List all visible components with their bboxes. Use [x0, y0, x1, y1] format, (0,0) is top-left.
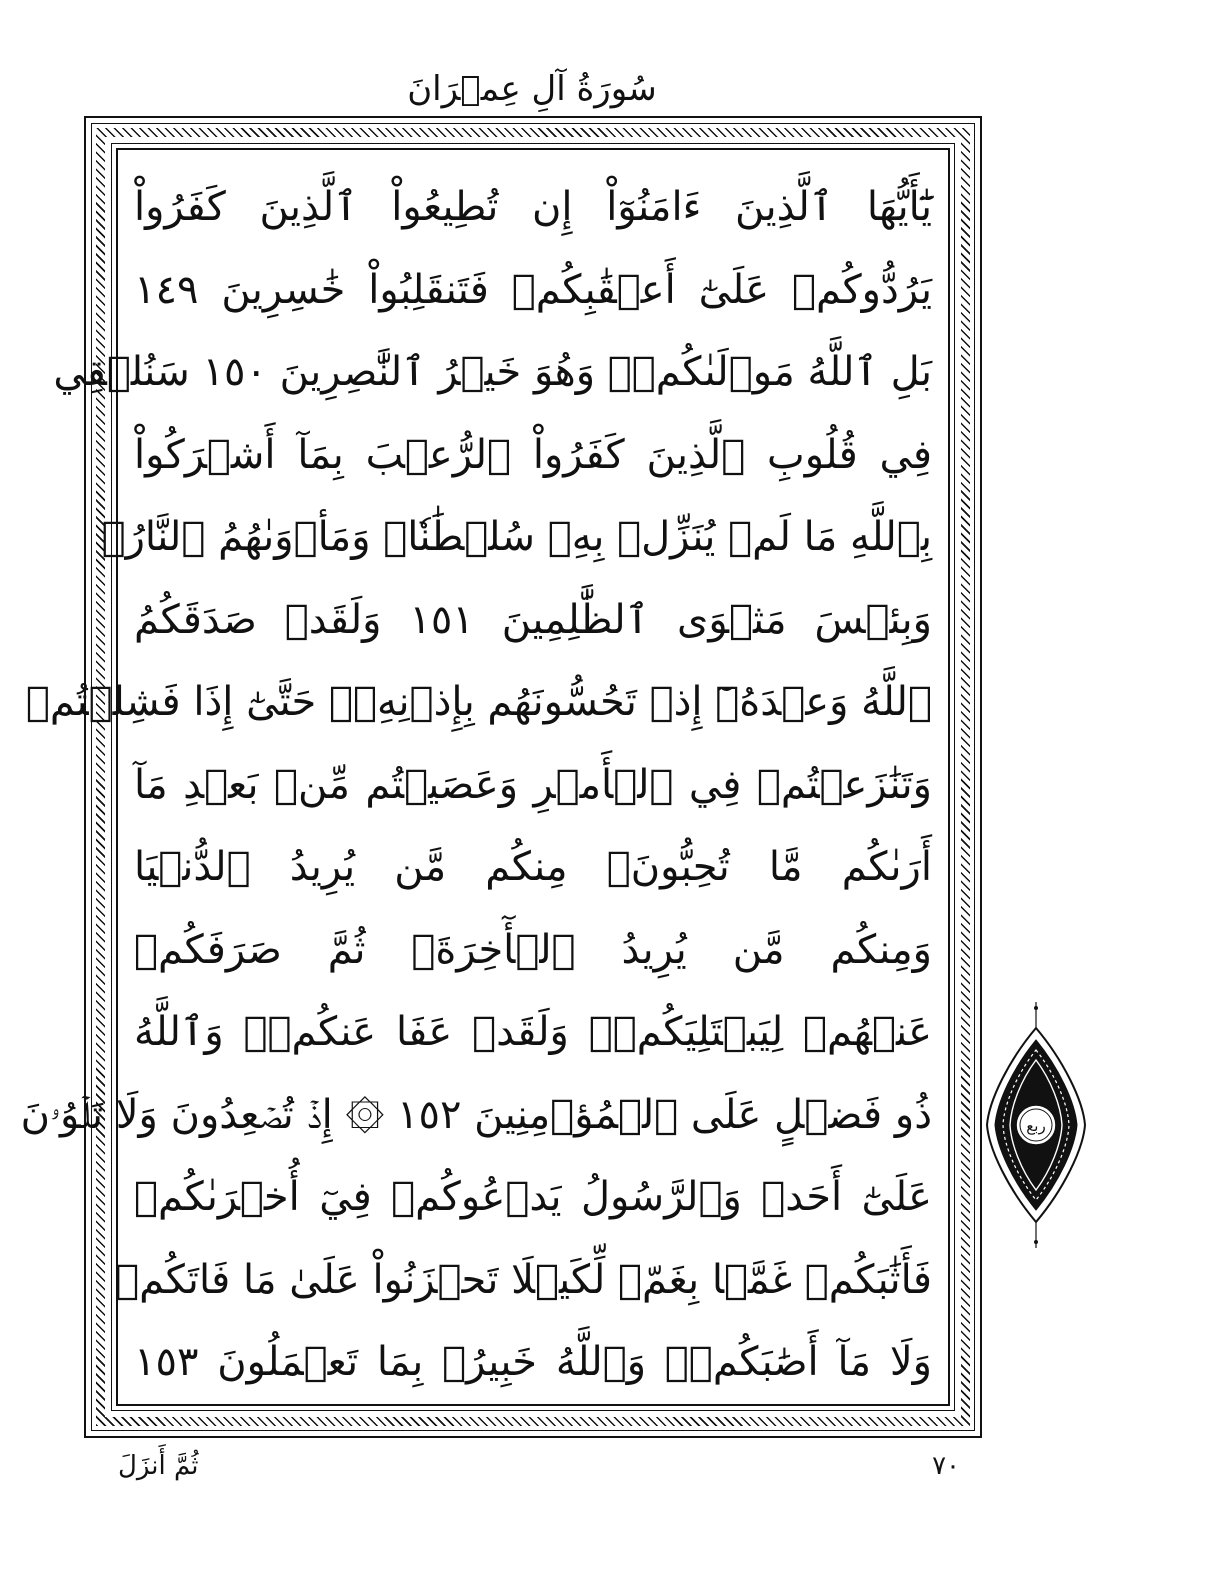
marker-label: ربع — [1026, 1117, 1046, 1135]
verses-text-block — [20, 158, 940, 1396]
verse-line: وَبِئۡسَ مَثۡوَى ٱلظَّٰلِمِينَ ١٥١ وَلَقَدۡ صَدَقَكُمُ — [134, 596, 932, 643]
verse-line: أَرَىٰكُم مَّا تُحِبُّونَۚ مِنكُم مَّن يُرِيدُ ٱلدُّنۡيَا — [134, 844, 932, 890]
page-number: ٧٠ — [932, 1451, 960, 1481]
surah-header: سُورَةُ آلِ عِمۡرَانَ — [407, 69, 657, 109]
verse-line: بَلِ ٱللَّهُ مَوۡلَىٰكُمۡۖ وَهُوَ خَيۡرُ ٱلنَّٰصِرِينَ ١٥٠ سَنُلۡقِي — [53, 349, 932, 395]
verse-line: ٱللَّهُ وَعۡدَهُۥٓ إِذۡ تَحُسُّونَهُم بِإِذۡنِهِۦۖ حَتَّىٰٓ إِذَا فَشِلۡتُمۡ — [25, 679, 932, 725]
catchword: ثُمَّ أَنزَلَ — [118, 1451, 199, 1481]
verse-line: فِي قُلُوبِ ٱلَّذِينَ كَفَرُواْ ٱلرُّعۡبَ بِمَآ أَشۡرَكُواْ — [134, 431, 932, 478]
verse-line: وَلَا مَآ أَصَٰبَكُمۡۗ وَٱللَّهُ خَبِيرُۢ بِمَا تَعۡمَلُونَ ١٥٣ — [134, 1339, 932, 1385]
verse-line: وَتَنَٰزَعۡتُمۡ فِي ٱلۡأَمۡرِ وَعَصَيۡتُم مِّنۢ بَعۡدِ مَآ — [134, 761, 932, 808]
verse-line: عَلَىٰٓ أَحَدٖ وَٱلرَّسُولُ يَدۡعُوكُمۡ فِيٓ أُخۡرَىٰكُمۡ — [134, 1174, 932, 1220]
verse-line: ذُو فَضۡلٍ عَلَى ٱلۡمُؤۡمِنِينَ ١٥٢ ۞ إِذۡ تُصۡعِدُونَ وَلَا تَلۡوُۥنَ — [20, 1091, 932, 1138]
verse-line: وَمِنكُم مَّن يُرِيدُ ٱلۡأٓخِرَةَۚ ثُمَّ صَرَفَكُمۡ — [134, 926, 932, 973]
verse-line: يَٰٓأَيُّهَا ٱلَّذِينَ ءَامَنُوٓاْ إِن تُطِيعُواْ ٱلَّذِينَ كَفَرُواْ — [134, 184, 932, 230]
rub-el-hizb-medallion-icon — [983, 1000, 1089, 1250]
verse-line: بِٱللَّهِ مَا لَمۡ يُنَزِّلۡ بِهِۦ سُلۡطَٰنٗاۖ وَمَأۡوَىٰهُمُ ٱلنَّارُۖ — [101, 514, 932, 560]
page-frame — [20, 116, 982, 1438]
verse-line: عَنۡهُمۡ لِيَبۡتَلِيَكُمۡۖ وَلَقَدۡ عَفَا عَنكُمۡۗ وَٱللَّهُ — [134, 1009, 932, 1055]
verse-line: يَرُدُّوكُمۡ عَلَىٰٓ أَعۡقَٰبِكُمۡ فَتَنقَلِبُواْ خَٰسِرِينَ ١٤٩ — [134, 266, 932, 313]
verse-line: فَأَثَٰبَكُمۡ غَمَّۢا بِغَمّٖ لِّكَيۡلَا تَحۡزَنُواْ عَلَىٰ مَا فَاتَكُمۡ — [115, 1256, 932, 1303]
